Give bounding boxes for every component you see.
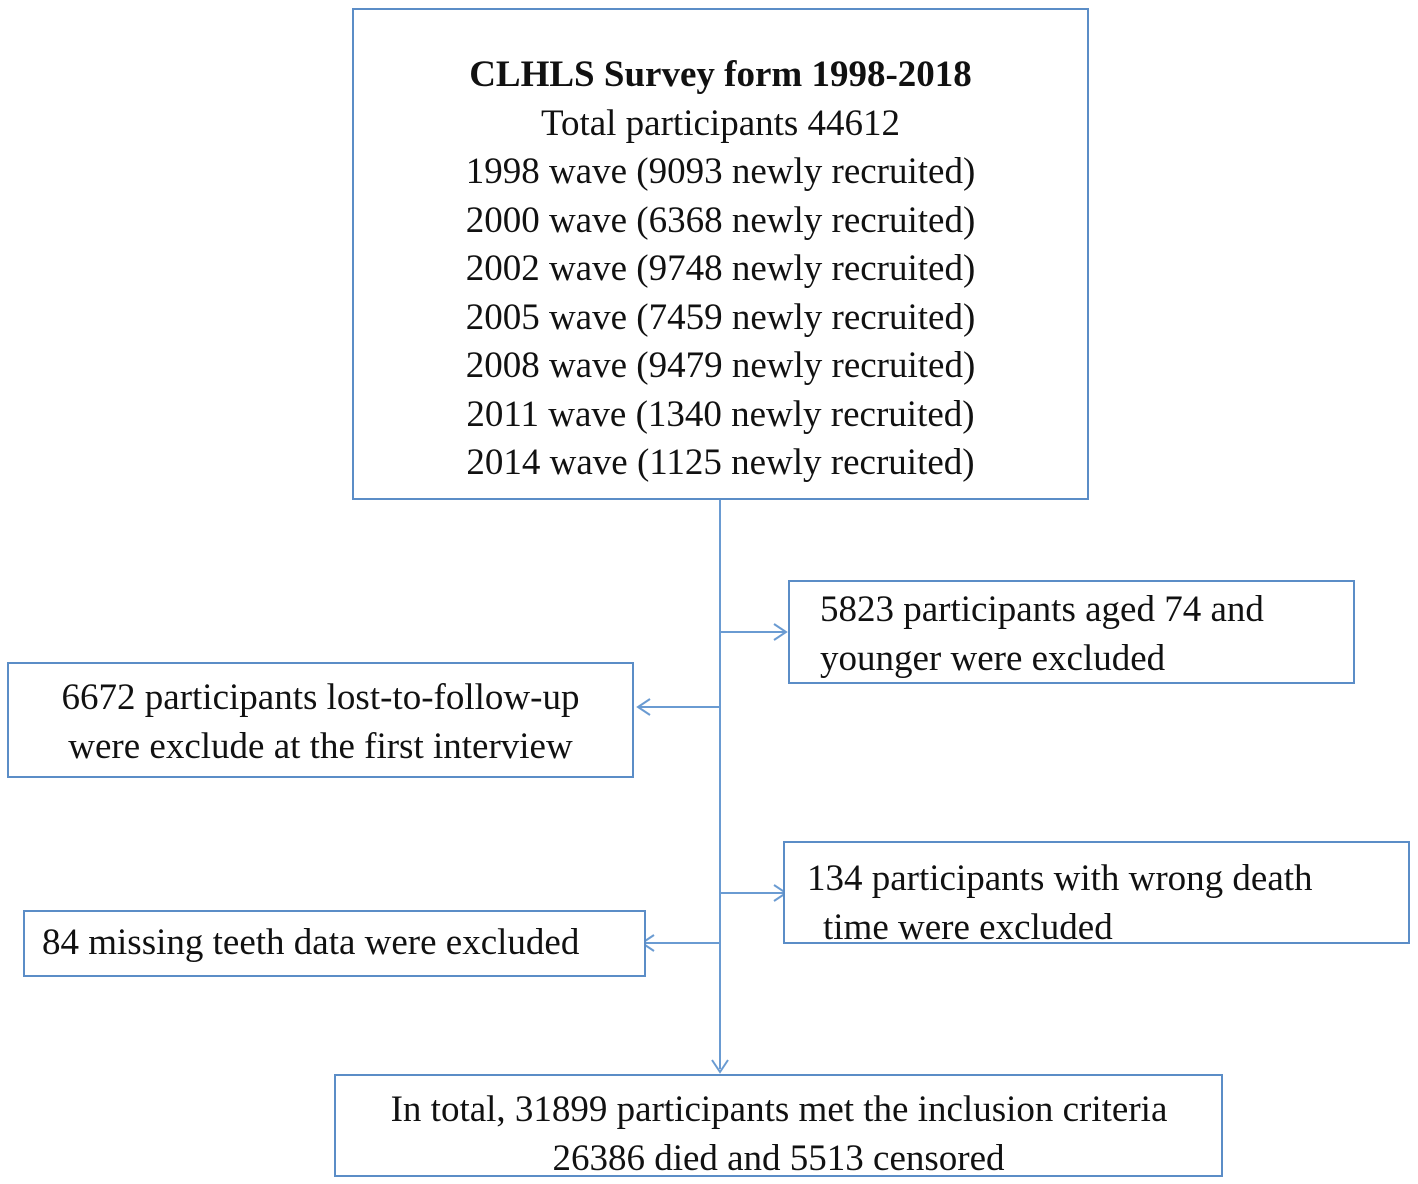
total-participants: Total participants 44612 <box>540 102 901 144</box>
exclusion-death-line-2: time were excluded <box>823 906 1113 948</box>
final-cohort-box <box>334 1074 1223 1177</box>
exclusion-box-missing-teeth <box>23 910 646 977</box>
exclusion-box-wrong-death-time <box>783 841 1410 948</box>
wave-1998: 1998 wave (9093 newly recruited) <box>465 151 976 192</box>
wave-2014: 2014 wave (1125 newly recruited) <box>466 442 975 483</box>
exclusion-aged-line-1: 5823 participants aged 74 and <box>820 589 1264 630</box>
exclusion-teeth-line-1: 84 missing teeth data were excluded <box>42 922 580 963</box>
final-cohort-line-2: 26386 died and 5513 censored <box>552 1137 1005 1179</box>
survey-title: CLHLS Survey form 1998-2018 <box>469 54 972 95</box>
exclusion-aged-line-2: younger were excluded <box>820 637 1166 679</box>
wave-2005: 2005 wave (7459 newly recruited) <box>465 296 976 338</box>
wave-2011: 2011 wave (1340 newly recruited) <box>466 393 975 435</box>
wave-2008: 2008 wave (9479 newly recruited) <box>465 345 976 386</box>
exclusion-lost-line-2: were exclude at the first interview <box>68 725 573 767</box>
survey-source-box <box>352 8 1089 500</box>
exclusion-box-lost-to-follow-up <box>7 662 634 778</box>
final-cohort-line-1: In total, 31899 participants met the inclusion criteria <box>390 1089 1168 1130</box>
exclusion-lost-line-1: 6672 participants lost-to-follow-up <box>61 677 580 718</box>
wave-2000: 2000 wave (6368 newly recruited) <box>465 199 976 241</box>
wave-2002: 2002 wave (9748 newly recruited) <box>465 248 976 289</box>
exclusion-box-aged <box>788 580 1355 684</box>
exclusion-death-line-1: 134 participants with wrong death <box>807 858 1313 899</box>
